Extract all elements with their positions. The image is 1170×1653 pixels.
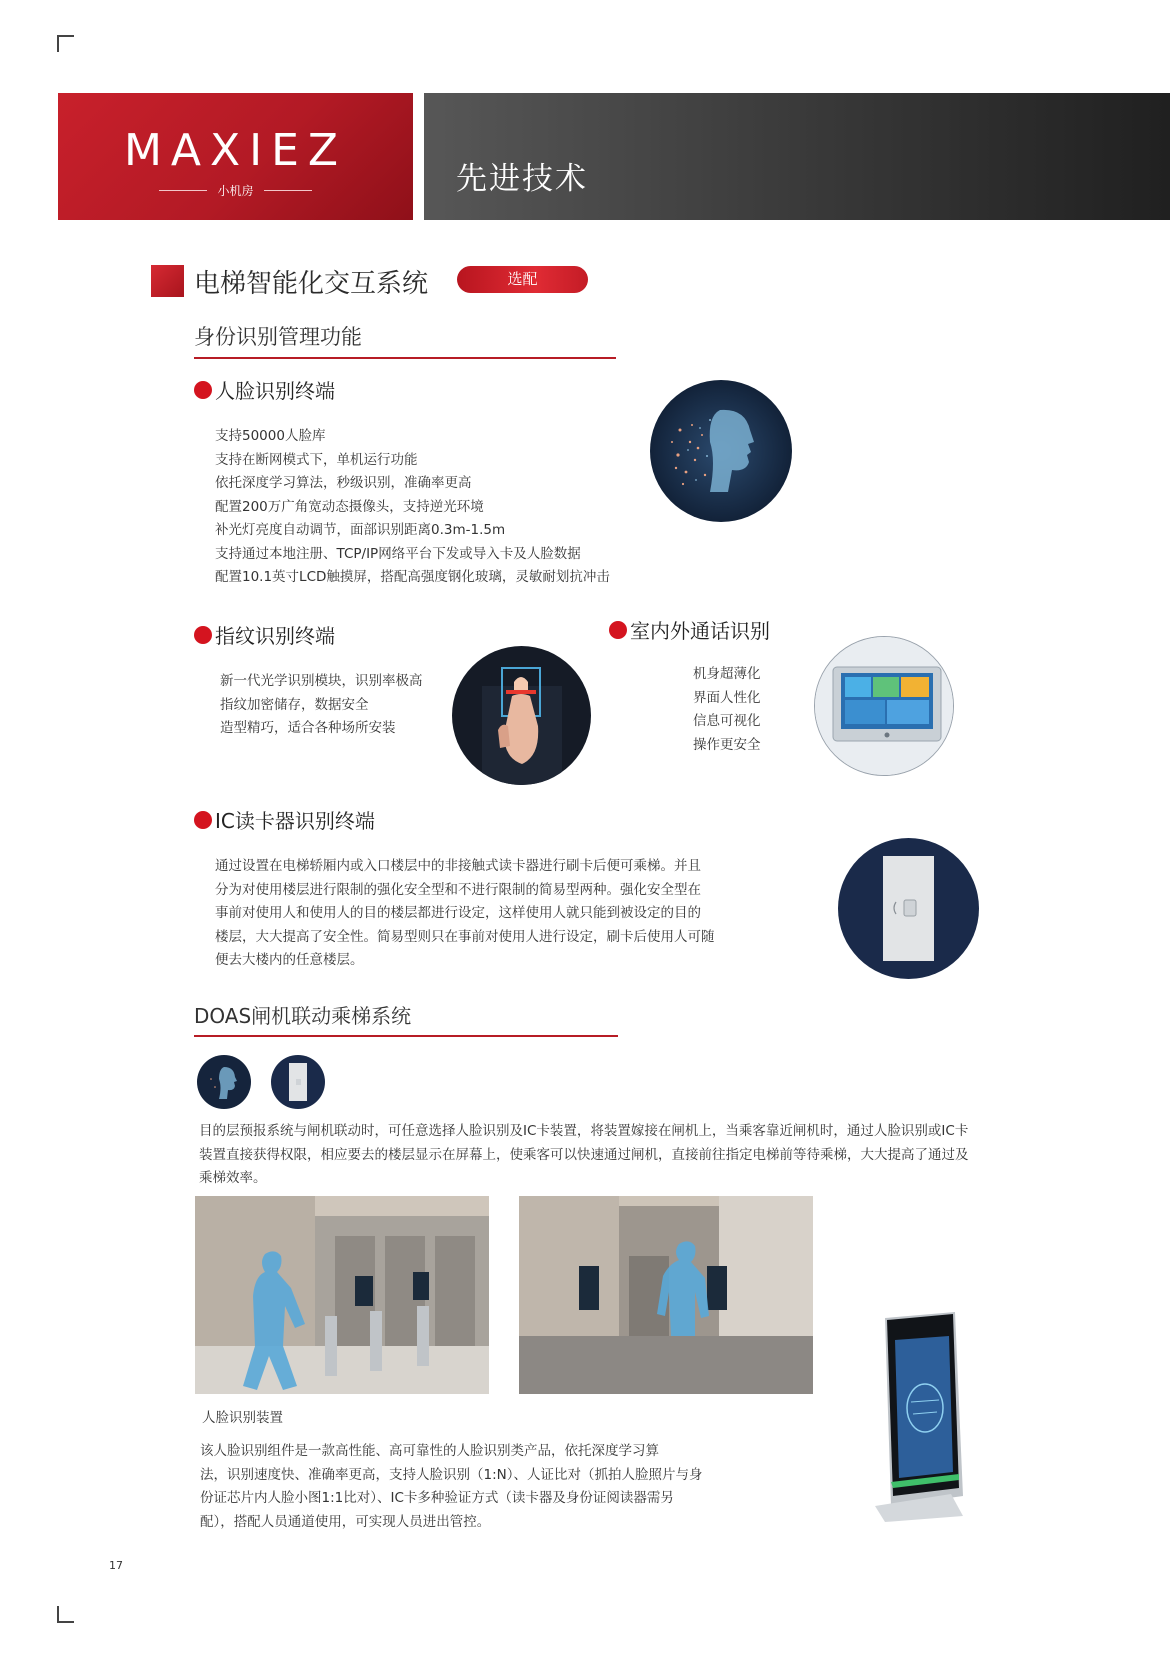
ic-terminal-title: IC读卡器识别终端: [215, 809, 375, 833]
fingerprint-terminal-heading: [194, 620, 335, 649]
list-item: 界面人性化: [693, 689, 761, 706]
doas-heading-rule: [194, 1035, 618, 1037]
section-title: 电梯智能化交互系统: [194, 269, 429, 299]
fingerprint-terminal-title: 指纹识别终端: [215, 624, 335, 648]
face-recognition-device-image: [855, 1310, 965, 1525]
list-item: 补光灯亮度自动调节，面部识别距离0.3m-1.5m: [215, 522, 506, 538]
header-bar: [424, 93, 1170, 220]
paragraph-line: 事前对使用人和使用人的目的楼层都进行设定，这样使用人就只能到被设定的目的: [215, 905, 701, 921]
bullet-dot-icon: [194, 381, 212, 399]
list-item: 信息可视化: [693, 713, 761, 729]
list-item: 指纹加密储存，数据安全: [220, 696, 369, 713]
intercom-title: 室内外通话识别: [630, 619, 770, 643]
intercom-panel-image: [814, 636, 954, 776]
ic-reader-thumb: [271, 1055, 325, 1109]
face-terminal-heading: [194, 375, 335, 404]
list-item: 配置200万广角宽动态摄像头，支持逆光环境: [215, 498, 484, 515]
intercom-heading: [609, 615, 770, 644]
bullet-dot-icon: [194, 626, 212, 644]
doas-heading: DOAS闸机联动乘梯系统: [194, 1004, 412, 1028]
doas-description: [199, 1120, 969, 1191]
gate-lobby-photo-1: [195, 1196, 489, 1394]
fingerprint-feature-list: [220, 670, 423, 741]
paragraph-line: 该人脸识别组件是一款高性能、高可靠性的人脸识别类产品，依托深度学习算: [200, 1443, 659, 1459]
paragraph-line: 便去大楼内的任意楼层。: [215, 952, 364, 968]
paragraph-line: 乘梯效率。: [199, 1170, 267, 1186]
paragraph-line: 分为对使用楼层进行限制的强化安全型和不进行限制的简易型两种。强化安全型在: [215, 881, 701, 898]
gate-lobby-photo-2: [519, 1196, 813, 1394]
list-item: 操作更安全: [693, 736, 761, 753]
bullet-dot-icon: [609, 621, 627, 639]
ic-terminal-heading: [194, 805, 375, 834]
list-item: 支持50000人脸库: [215, 428, 326, 444]
ic-reader-image: [838, 838, 979, 979]
section-marker: [151, 265, 184, 297]
list-item: 机身超薄化: [693, 666, 761, 682]
brand-block: [58, 93, 413, 220]
logo-divider-left: [159, 190, 207, 191]
paragraph-line: 份证芯片内人脸小图1:1比对）、IC卡多种验证方式（读卡器及身份证阅读器需另: [200, 1490, 674, 1506]
fingerprint-image: [452, 646, 591, 785]
identity-heading-rule: [194, 357, 616, 359]
face-terminal-title: 人脸识别终端: [215, 379, 335, 403]
list-item: 造型精巧，适合各种场所安装: [220, 720, 396, 736]
face-scan-image: [650, 380, 792, 522]
paragraph-line: 楼层，大大提高了安全性。简易型则只在事前对使用人进行设定，刷卡后使用人可随: [215, 928, 715, 945]
crop-mark-bottom-left: [57, 1606, 74, 1623]
identity-heading: 身份识别管理功能: [194, 325, 362, 349]
intercom-feature-list: [693, 663, 761, 757]
brand-logo: MAXIEZ: [123, 125, 348, 176]
logo-divider-right: [264, 190, 312, 191]
brand-logo-sub-wrap: [58, 182, 413, 199]
paragraph-line: 目的层预报系统与闸机联动时，可任意选择人脸识别及IC卡装置，将装置嫁接在闸机上，当乘客靠近闸机时，通过人脸识别或IC卡: [199, 1123, 969, 1139]
list-item: 配置10.1英寸LCD触摸屏，搭配高强度钢化玻璃，灵敏耐划抗冲击: [215, 569, 610, 585]
device-caption: 人脸识别装置: [202, 1410, 283, 1426]
paragraph-line: 通过设置在电梯轿厢内或入口楼层中的非接触式读卡器进行刷卡后便可乘梯。并且: [215, 858, 701, 874]
list-item: 新一代光学识别模块，识别率极高: [220, 673, 423, 689]
page-title: 先进技术: [456, 161, 588, 197]
brand-logo-sub: 小机房: [217, 184, 254, 198]
face-scan-thumb: [197, 1055, 251, 1109]
paragraph-line: 法，识别速度快、准确率更高，支持人脸识别（1:N）、人证比对（抓拍人脸照片与身: [200, 1466, 703, 1483]
paragraph-line: 配），搭配人员通道使用，可实现人员进出管控。: [200, 1513, 491, 1530]
face-feature-list: [215, 425, 610, 590]
list-item: 支持通过本地注册、TCP/IP网络平台下发或导入卡及人脸数据: [215, 545, 581, 562]
ic-description: [215, 855, 715, 973]
list-item: 依托深度学习算法，秒级识别，准确率更高: [215, 475, 472, 491]
optional-badge: 选配: [457, 266, 588, 293]
list-item: 支持在断网模式下，单机运行功能: [215, 451, 418, 468]
device-description: [200, 1440, 703, 1534]
crop-mark-top-left: [57, 35, 74, 52]
paragraph-line: 装置直接获得权限，相应要去的楼层显示在屏幕上，使乘客可以快速通过闸机，直接前往指定电梯前等待乘梯，大大提高了通过及: [199, 1146, 969, 1163]
bullet-dot-icon: [194, 811, 212, 829]
page-number: 17: [109, 1559, 123, 1572]
